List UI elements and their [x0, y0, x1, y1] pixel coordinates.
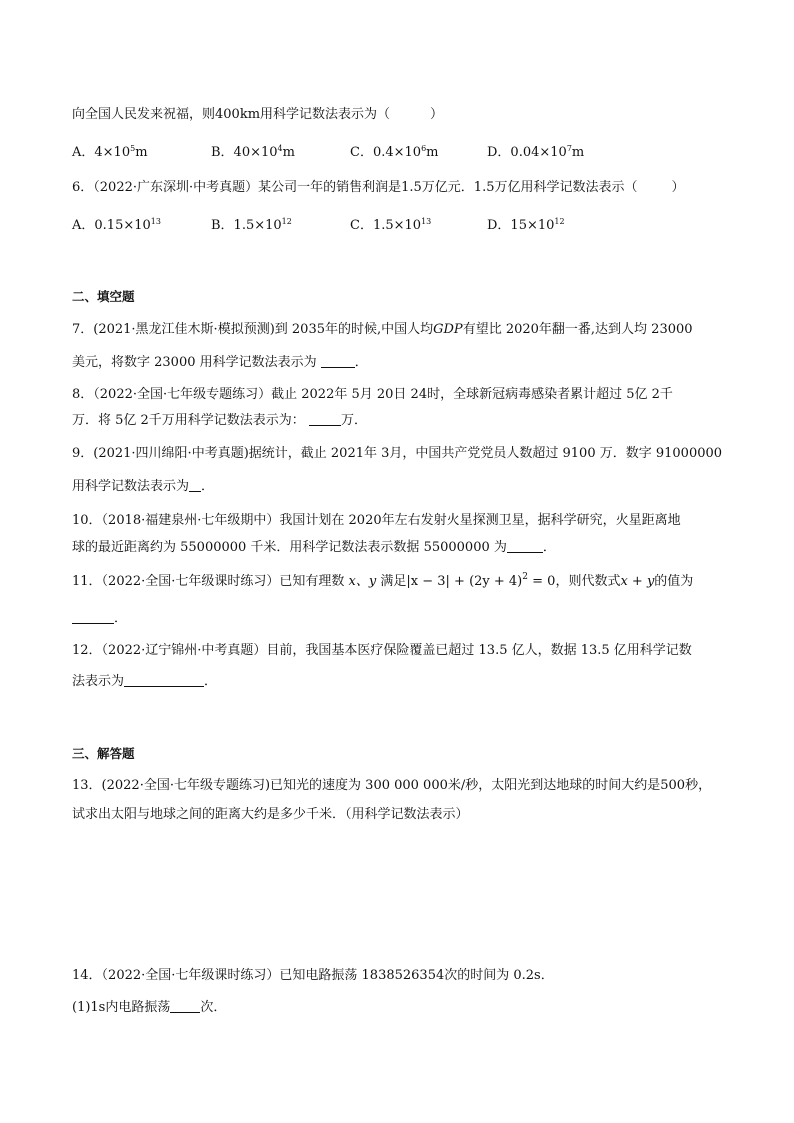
q8-answer-blank[interactable] [309, 411, 341, 426]
q7-line1: 7．(2021·黑龙江佳木斯·模拟预测)到 2035年的时候,中国人均GDP有望比 2020年翻一番,达到人均 23000 [72, 322, 693, 337]
q6-options [72, 216, 632, 236]
q6-stem-text: 6．（2022·广东深圳·中考真题）某公司一年的销售利润是1.5万亿元．1.5万亿用科学记数法表示（ [72, 180, 638, 195]
q11-line1: 11．（2022·全国·七年级课时练习）已知有理数 x、y 满足$|x - 3| + (2y + 4)^2 = 0$，则代数式x + y的值为 [72, 572, 694, 589]
q5-option-b[interactable]: B．$40\times 10^4m$ [211, 144, 295, 160]
q11-variables: x、y [348, 574, 377, 589]
q5-stem [72, 105, 728, 125]
q10-line2: 球的最近距离约为 55000000 千米．用科学记数法表示数据 55000000 为 ． [72, 540, 556, 555]
q11-answer-blank[interactable] [72, 609, 114, 624]
q6-option-a[interactable]: A．$0.15\times 10^{13}$ [72, 217, 161, 233]
q6-option-b[interactable]: B．$1.5\times 10^{12}$ [211, 217, 292, 233]
q9-line2: 用科学记数法表示为 ． [72, 479, 215, 494]
q9-answer-blank[interactable] [189, 477, 201, 492]
q10-answer-blank[interactable] [507, 538, 543, 553]
q6-option-d[interactable]: D．$15\times 10^{12}$ [487, 217, 565, 233]
q5-option-a[interactable]: A．$4\times 10^5m$ [72, 144, 148, 160]
q14-sub1-answer-blank[interactable] [170, 998, 200, 1013]
q6-paren-close: ） [671, 180, 685, 195]
q13-line1: 13．(2022·全国·七年级专题练习)已知光的速度为 300 000 000米/秒，太阳光到达地球的时间大约是500秒， [72, 778, 712, 793]
q5-option-c[interactable]: C．$0.4\times 10^6m$ [350, 144, 439, 160]
q12-line2: 法表示为 ． [72, 674, 218, 689]
q5-paren-close: ） [430, 107, 444, 122]
q6-stem [72, 178, 728, 198]
q7-line2: 美元，将数字 23000 用科学记数法表示为 ． [72, 355, 368, 370]
q5-options [72, 143, 632, 163]
q5-stem-text: 向全国人民发来祝福，则400km用科学记数法表示为（ [72, 107, 391, 122]
q7-gdp-term: GDP [433, 322, 463, 337]
q9-line1: 9．(2021·四川绵阳·中考真题)据统计，截止 2021年 3月，中国共产党党员人数超过 9100 万．数字 91000000 [72, 446, 723, 461]
q14-sub1: (1)1s内电路振荡 次． [72, 1000, 227, 1015]
q11-equation: $|x - 3| + (2y + 4)^2 = 0$ [406, 572, 556, 589]
q8-line2: 万．将 5亿 2千万用科学记数法表示为： 万． [72, 413, 367, 428]
section-solve-title: 三、解答题 [72, 746, 135, 761]
q11-expression: x + y [620, 574, 655, 589]
q8-line1: 8．（2022·全国·七年级专题练习）截止 2022年 5月 20日 24时，全球新冠病毒感染者累计超过 5亿 2千 [72, 387, 673, 402]
q13-line2: 试求出太阳与地球之间的距离大约是多少千米．（用科学记数法表示） [72, 807, 469, 822]
q12-line1: 12．（2022·辽宁锦州·中考真题）目前，我国基本医疗保险覆盖已超过 13.5 亿人，数据 13.5 亿用科学记数 [72, 643, 692, 658]
q5-option-d[interactable]: D．$0.04\times 10^7m$ [487, 144, 585, 160]
q12-answer-blank[interactable] [124, 672, 204, 687]
q14-line1: 14．（2022·全国·七年级课时练习）已知电路振荡 1838526354次的时间为 0.2s． [72, 968, 554, 983]
q11-line2: ． [72, 609, 728, 629]
q10-line1: 10．（2018·福建泉州·七年级期中）我国计划在 2020年左右发射火星探测卫星，据科学研究，火星距离地 [72, 513, 681, 528]
q6-option-c[interactable]: C．$1.5\times 10^{13}$ [350, 217, 432, 233]
q7-answer-blank[interactable] [321, 353, 355, 368]
section-fill-in-title: 二、填空题 [72, 289, 135, 304]
